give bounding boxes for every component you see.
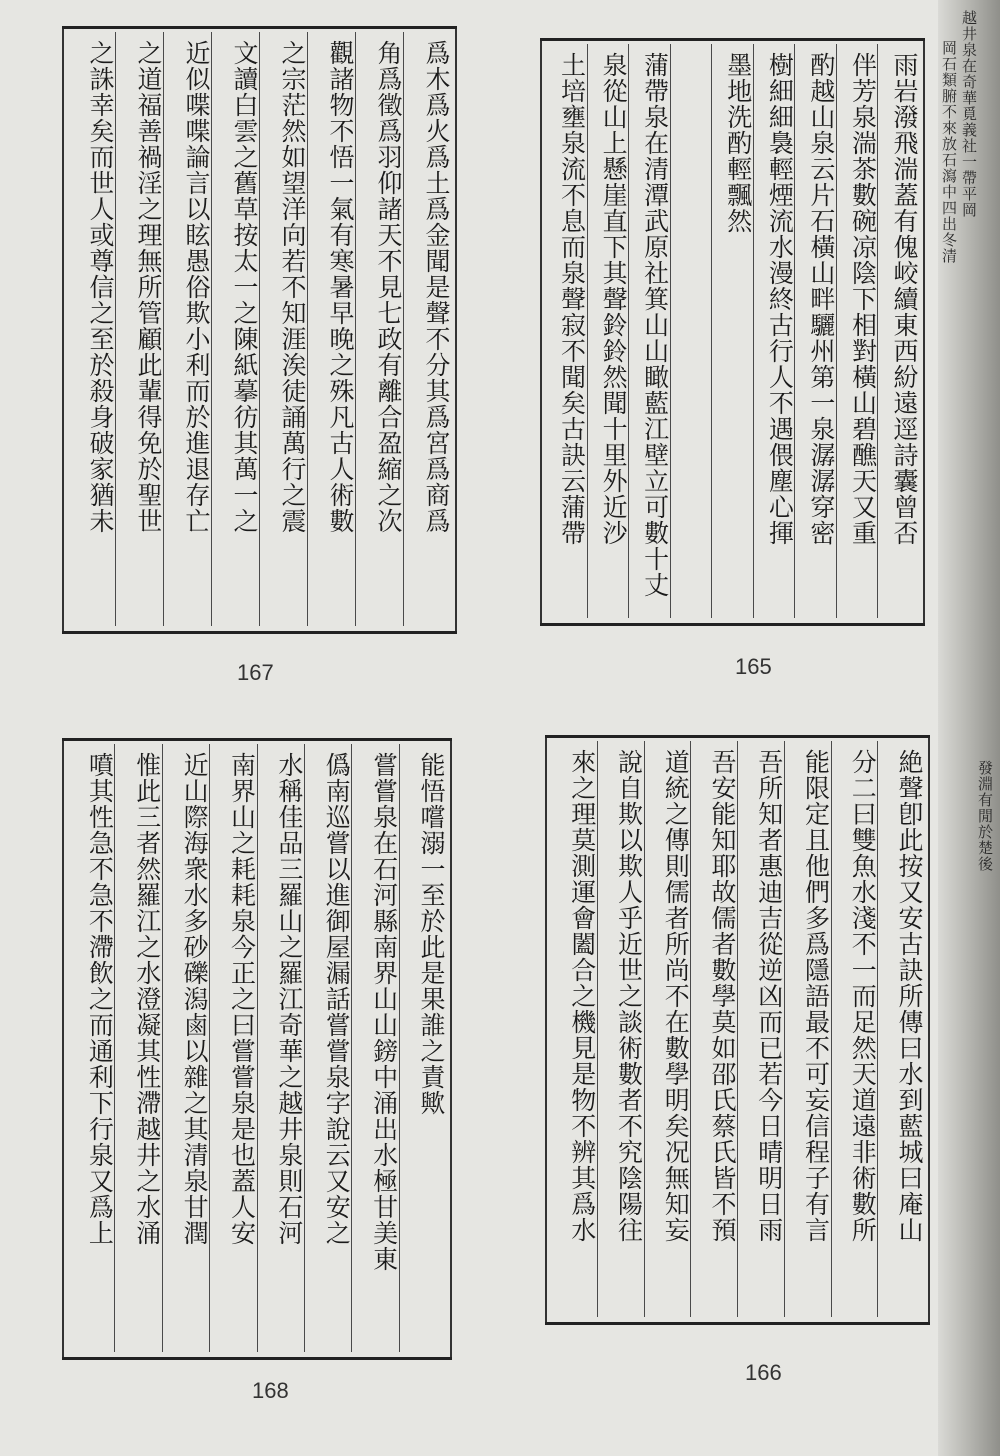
page-number-167: 167 xyxy=(237,660,274,685)
page-number-168: 168 xyxy=(252,1378,289,1403)
text-block-page-165 xyxy=(540,38,925,626)
text-column: 土培壅泉流不息而泉聲寂不聞矣古訣云蒲帶 xyxy=(557,52,587,546)
text-column: 雨岩潑飛湍蓋有傀峧續東西紛遠逕詩囊曾否 xyxy=(877,44,919,618)
text-column: 伴芳泉湍茶數碗凉陰下相對橫山碧醮天又重 xyxy=(836,44,878,618)
text-column: 近山際海衆水多砂礫潟鹵以雜之其清泉甘潤 xyxy=(162,744,209,1352)
text-column xyxy=(670,44,712,618)
text-column: 之誅幸矣而世人或尊信之至於殺身破家猶未 xyxy=(86,40,115,534)
text-column: 分二曰雙魚水淺不一而足然天道遠非術數所 xyxy=(831,741,878,1317)
text-column: 能悟嚐溺一至於此是果誰之責歟 xyxy=(399,744,446,1352)
text-column: 角爲徵爲羽仰諸天不見七政有離合盈縮之次 xyxy=(355,32,403,626)
text-block-page-168 xyxy=(62,738,452,1360)
spine-text-col-a: 越井泉在奇華覓義社一帶平岡 xyxy=(962,9,978,219)
text-column: 絶聲卽此按又安古訣所傳曰水到藍城曰庵山 xyxy=(877,741,924,1317)
page-number-166: 166 xyxy=(745,1360,782,1385)
text-column: 蒲帶泉在清潭武原社箕山山瞰藍江壁立可數十丈 xyxy=(628,44,670,618)
text-column: 觀諸物不悟一氣有寒暑早晚之殊凡古人術數 xyxy=(307,32,355,626)
text-column: 墨地洗酌輕飄然 xyxy=(711,44,753,618)
text-column: 惟此三者然羅江之水澄凝其性滯越井之水涌 xyxy=(114,744,161,1352)
text-column: 之道福善禍淫之理無所管顧此輩得免於聖世 xyxy=(115,32,163,626)
text-column: 來之理莫測運會闔合之機見是物不辨其爲水 xyxy=(567,749,597,1243)
text-block-page-167 xyxy=(62,26,457,634)
text-block-page-166 xyxy=(545,735,930,1325)
text-column: 泉從山上懸崖直下其聲鈴鈴然聞十里外近沙 xyxy=(587,44,629,618)
text-column: 酌越山泉云片石橫山畔驪州第一泉潺潺穿密 xyxy=(794,44,836,618)
text-column: 近似喋喋論言以眩愚俗欺小利而於進退存亡 xyxy=(163,32,211,626)
text-column: 爲木爲火爲土爲金聞是聲不分其爲宮爲商爲 xyxy=(403,32,451,626)
text-column: 水稱佳品三羅山之羅江奇華之越井泉則石河 xyxy=(257,744,304,1352)
book-spine xyxy=(938,0,1000,1456)
page-number-165: 165 xyxy=(735,654,772,679)
text-column: 噴其性急不急不滯飲之而通利下行泉又爲上 xyxy=(85,752,115,1246)
text-column: 吾所知者惠迪吉從逆凶而已若今日晴明日雨 xyxy=(737,741,784,1317)
text-column: 說自欺以欺人乎近世之談術數者不究陰陽往 xyxy=(597,741,644,1317)
text-column: 僞南巡嘗以進御屋漏話嘗嘗泉字說云又安之 xyxy=(304,744,351,1352)
text-column: 能限定且他們多爲隱語最不可妄信程子有言 xyxy=(784,741,831,1317)
text-column: 道統之傳則儒者所尚不在數學明矣况無知妄 xyxy=(644,741,691,1317)
text-column: 吾安能知耶故儒者數學莫如邵氏蔡氏皆不預 xyxy=(690,741,737,1317)
spine-text-col-c: 發淵有閒於楚後 xyxy=(978,759,994,873)
text-column: 樹細細裊輕煙流水漫終古行人不遇偎塵心揮 xyxy=(753,44,795,618)
text-column: 文讀白雲之舊草按太一之陳紙摹彷其萬一之 xyxy=(211,32,259,626)
text-column: 嘗嘗泉在石河縣南界山山鎊中涌出水極甘美東 xyxy=(351,744,398,1352)
text-column: 南界山之耗耗泉今正之曰嘗嘗泉是也蓋人安 xyxy=(209,744,256,1352)
text-column: 之宗茫然如望洋向若不知涯涘徒誦萬行之震 xyxy=(259,32,307,626)
spine-text-col-b: 岡石類腑不來放石瀉中四出冬清 xyxy=(942,39,958,265)
